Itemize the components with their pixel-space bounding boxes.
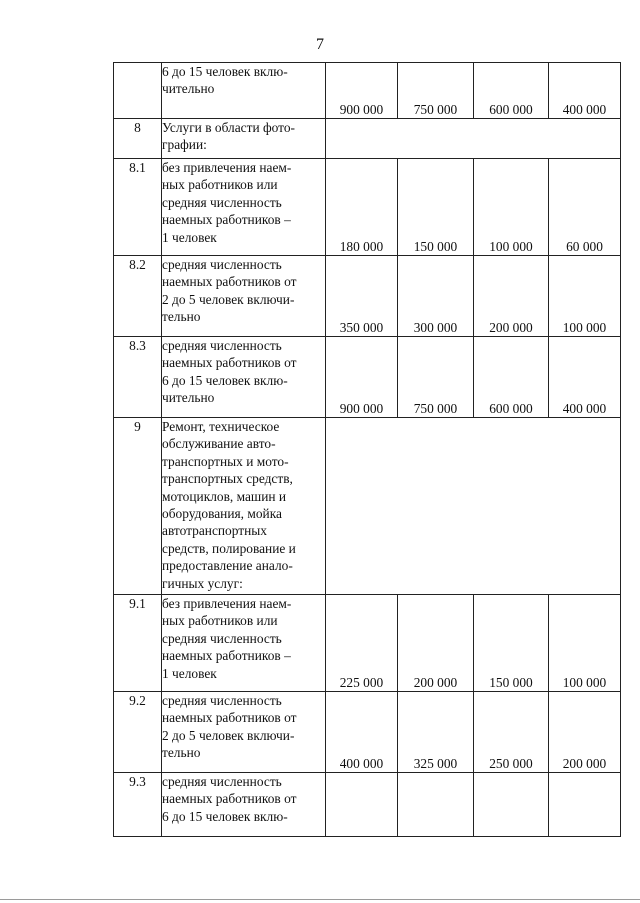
value-cell: 750 000: [398, 63, 474, 119]
merged-empty-cell: [326, 119, 621, 159]
merged-empty-cell: [326, 418, 621, 595]
table-row: [114, 159, 621, 256]
row-number-cell: 9.1: [114, 595, 162, 692]
value-cell: [398, 773, 474, 837]
value-cell: 100 000: [474, 159, 549, 256]
value-cell: 200 000: [549, 692, 621, 773]
table-body: [114, 63, 621, 837]
row-description-cell: средняя численность наемных работников от 6 до 15 человек вклю-: [162, 773, 326, 837]
value-cell: [474, 773, 549, 837]
row-number-cell: 9: [114, 418, 162, 595]
value-cell: 400 000: [549, 63, 621, 119]
row-number-cell: [114, 63, 162, 119]
table-row: [114, 418, 621, 595]
value-cell: [326, 773, 398, 837]
row-description-cell: без привлечения наем- ных работников или средняя численность наемных работников – 1 человек: [162, 159, 326, 256]
row-number-cell: 9.3: [114, 773, 162, 837]
row-description-cell: Услуги в области фото- графии:: [162, 119, 326, 159]
table-row: [114, 256, 621, 337]
table-row: [114, 773, 621, 837]
value-cell: 250 000: [474, 692, 549, 773]
value-cell: 600 000: [474, 63, 549, 119]
value-cell: 600 000: [474, 337, 549, 418]
value-cell: 325 000: [398, 692, 474, 773]
value-cell: 200 000: [474, 256, 549, 337]
value-cell: 100 000: [549, 256, 621, 337]
value-cell: 150 000: [474, 595, 549, 692]
value-cell: 750 000: [398, 337, 474, 418]
row-description-cell: 6 до 15 человек вклю- чительно: [162, 63, 326, 119]
value-cell: 200 000: [398, 595, 474, 692]
value-cell: 100 000: [549, 595, 621, 692]
row-description-cell: средняя численность наемных работников от 6 до 15 человек вклю- чительно: [162, 337, 326, 418]
row-description-cell: средняя численность наемных работников от 2 до 5 человек включи- тельно: [162, 692, 326, 773]
value-cell: 900 000: [326, 63, 398, 119]
value-cell: 400 000: [549, 337, 621, 418]
row-number-cell: 9.2: [114, 692, 162, 773]
table-row: [114, 337, 621, 418]
value-cell: 300 000: [398, 256, 474, 337]
row-description-cell: без привлечения наем- ных работников или средняя численность наемных работников – 1 человек: [162, 595, 326, 692]
bottom-rule: [0, 899, 640, 900]
row-number-cell: 8.2: [114, 256, 162, 337]
table-row: [114, 692, 621, 773]
value-cell: 60 000: [549, 159, 621, 256]
row-number-cell: 8.3: [114, 337, 162, 418]
value-cell: 900 000: [326, 337, 398, 418]
value-cell: 150 000: [398, 159, 474, 256]
row-description-cell: Ремонт, техническое обслуживание авто- транспортных и мото- транспортных средств, мотоциклов, машин и оборудования, мойка автотранспортных средств, полирование и предоставление анало- гичных услуг:: [162, 418, 326, 595]
value-cell: 350 000: [326, 256, 398, 337]
value-cell: 400 000: [326, 692, 398, 773]
table-row: [114, 119, 621, 159]
table-row: [114, 595, 621, 692]
value-cell: [549, 773, 621, 837]
table-row: [114, 63, 621, 119]
row-description-cell: средняя численность наемных работников от 2 до 5 человек включи- тельно: [162, 256, 326, 337]
page-number: 7: [316, 36, 324, 53]
value-cell: 180 000: [326, 159, 398, 256]
tax-rate-table: [113, 62, 621, 837]
value-cell: 225 000: [326, 595, 398, 692]
row-number-cell: 8: [114, 119, 162, 159]
row-number-cell: 8.1: [114, 159, 162, 256]
